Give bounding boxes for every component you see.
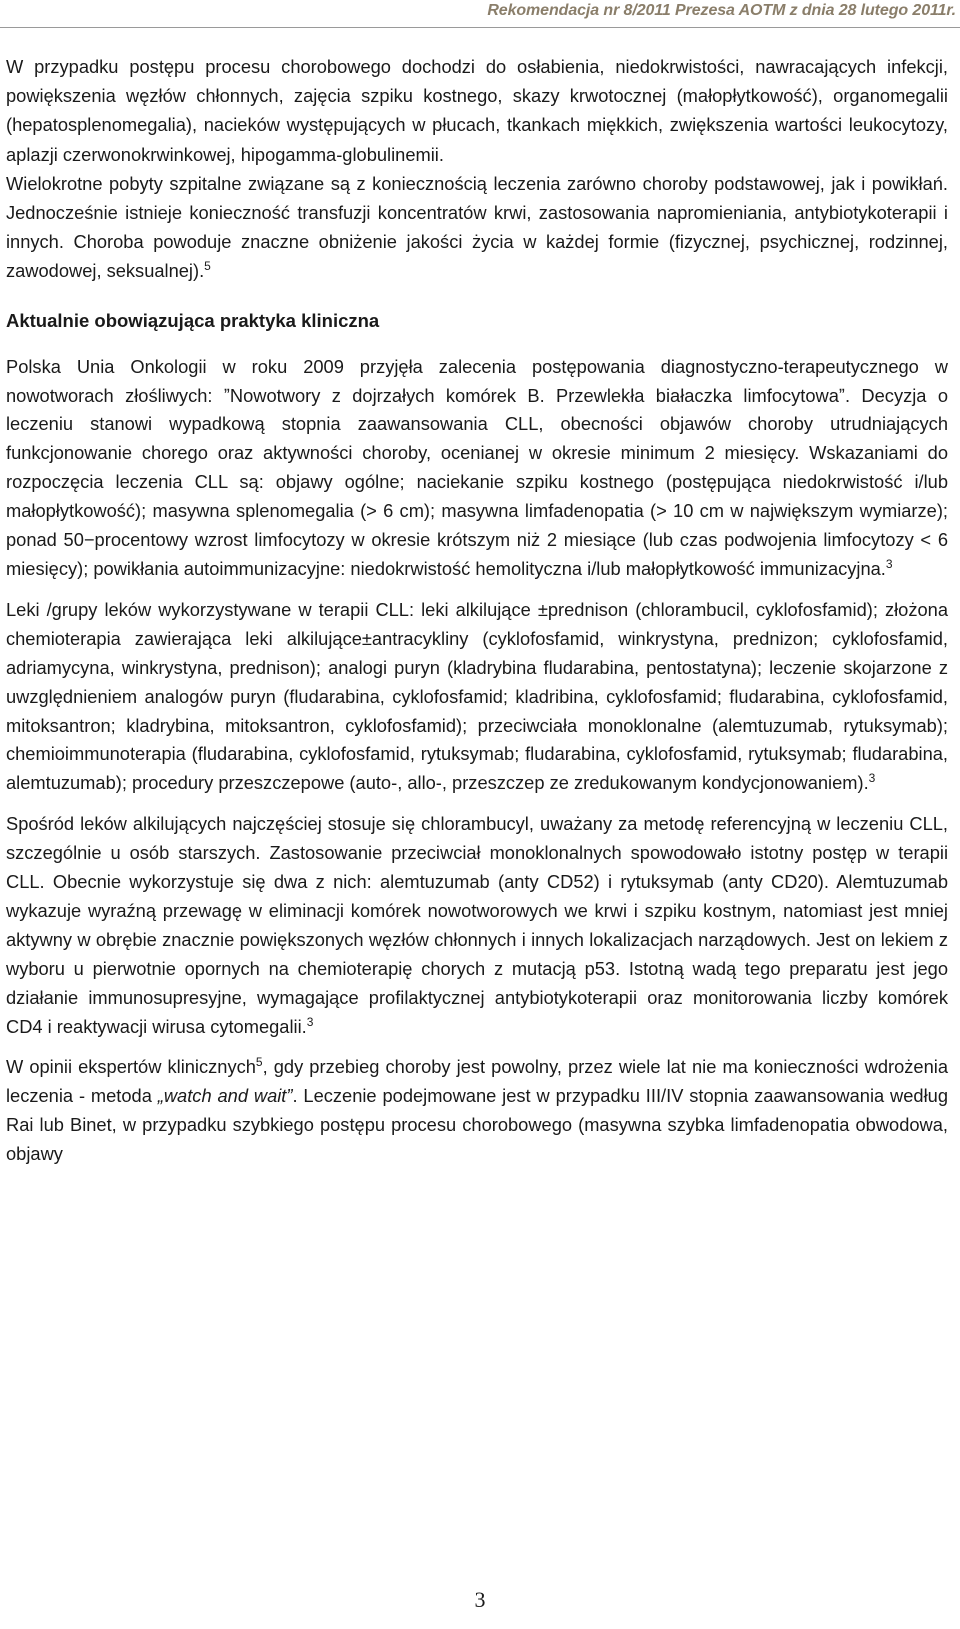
emphasized-term: „watch and wait” (157, 1085, 293, 1107)
paragraph-text: W przypadku postępu procesu chorobowego dochodzi do osłabienia, niedokrwistości, nawracających infekcji, powiększenia węzłów chłonnych, zajęcia szpiku kostnego, skazy krwotocznej (małopłytkowość), organomegalii (hepatosplenomegalia), nacieków występujących w płucach, tkankach miękkich, zwiększenia wartości leukocytozy, aplazji czerwonokrwinkowej, hipogamma-globulinemii. (6, 56, 948, 165)
paragraph-text: Wielokrotne pobyty szpitalne związane są z koniecznością leczenia zarówno choroby podstawowej, jak i powikłań. Jednocześnie istnieje konieczność transfuzji koncentratów krwi, zastosowania napromieniania, antybiotykoterapii i innych. Choroba powoduje znaczne obniżenie jakości życia w każdej formie (fizycznej, psychicznej, rodzinnej, zawodowej, seksualnej). (6, 172, 948, 282)
paragraph-disease-progression (6, 52, 948, 169)
footnote-reference: 3 (868, 771, 876, 786)
section-heading: Aktualnie obowiązująca praktyka kliniczna (6, 309, 380, 331)
paragraph-text: . Leczenie podejmowane jest w przypadku III/IV stopnia zaawansowania według Rai lub Binet, w przypadku szybkiego postępu procesu chorobowego (masywna szybka limfadenopatia obwodowa, objawy (6, 1085, 948, 1165)
footnote-reference: 5 (255, 1055, 263, 1070)
header-divider (0, 27, 960, 28)
paragraph-expert-opinion (6, 1053, 948, 1169)
paragraph-text: Polska Unia Onkologii w roku 2009 przyjęła zalecenia postępowania diagnostyczno-terapeutycznego w nowotworach złośliwych: ˮNowotwory z dojrzałych komórek B. Przewlekła białaczka limfocytowaˮ. Decyzja o leczeniu stanowi wypadkową stopnia zaawansowania CLL, obecności objawów choroby utrudniających funkcjonowanie chorego oraz aktywności choroby, ocenianej w okresie minimum 2 miesięcy. Wskazaniami do rozpoczęcia leczenia CLL są: objawy ogólne; naciekanie szpiku kostnego (postępująca niedokrwistość i/lub małopłytkowość); masywna splenomegalia (> 6 cm); masywna limfadenopatia (> 10 cm w największym wymiarze); ponad 50−procentowy wzrost limfocytozy w okresie krótszym niż 2 miesiące (lub czas podwojenia limfocytozy < 6 miesięcy); powikłania autoimmunizacyjne: niedokrwistość hemolityczna i/lub małopłytkowość immunizacyjna. (6, 355, 948, 579)
paragraph-text: Leki /grupy leków wykorzystywane w terapii CLL: leki alkilujące ±prednison (chlorambucil, cyklofosfamid); złożona chemioterapia zawierająca leki alkilujące±antracykliny (cyklofosfamid, winkrystyna, prednizon; cyklofosfamid, adriamycyna, winkrystyna, prednison); analogi puryn (kladrybina fludarabina, pentostatyna); leczenie skojarzone z uwzględnieniem analogów puryn (fludarabina, cyklofosfamid; kladribina, cyklofosfamid; fludarabina, cyklofosfamid, mitoksantron; kladrybina, mitoksantron, cyklofosfamid); przeciwciała monoklonalne (alemtuzumab, rytuksymab); chemioimmunoterapia (fludarabina, cyklofosfamid, rytuksymab; fludarabina, cyklofosfamid, rytuksymab; fludarabina, alemtuzumab); procedury przeszczepowe (auto-, allo-, przeszczep ze zredukowanym kondycjonowaniem). (6, 598, 948, 794)
page-number: 3 (474, 1587, 486, 1612)
running-header: Rekomendacja nr 8/2011 Prezesa AOTM z dnia 28 lutego 2011r. (487, 2, 956, 19)
paragraph-alkylating-agents (6, 810, 948, 1041)
footnote-reference: 3 (885, 556, 893, 571)
paragraph-text: W opinii ekspertów klinicznych (6, 1056, 256, 1078)
page-content (6, 52, 948, 1169)
paragraph-text: , gdy przebieg choroby jest powolny, przez wiele lat nie ma konieczności wdrożenia leczenia - metoda (6, 1056, 948, 1107)
footnote-reference: 5 (204, 259, 211, 274)
paragraph-drug-groups (6, 596, 948, 798)
paragraph-text: Spośród leków alkilujących najczęściej stosuje się chlorambucyl, uważany za metodę referencyjną w leczeniu CLL, szczególnie u osób starszych. Zastosowanie przeciwciał monoklonalnych spowodowało istotny postęp w terapii CLL. Obecnie wykorzystuje się dwa z nich: alemtuzumab (anty CD52) i rytuksymab (anty CD20). Alemtuzumab wykazuje wyraźną przewagę w eliminacji komórek nowotworowych we krwi i szpiku kostnym, natomiast jest mniej aktywny w obrębie znacznie powiększonych węzłów chłonnych i innych lokalizacjach narządowych. Jest on lekiem z wyboru u pierwotnie opornych na chemioterapię chorych z mutacją p53. Istotną wadą tego preparatu jest jego działanie immunosupresyjne, wymagające profilaktycznej antybiotykoterapii oraz monitorowania liczby komórek CD4 i reaktywacji wirusa cytomegalii. (6, 813, 948, 1037)
paragraph-clinical-recommendations (6, 353, 948, 584)
paragraph-hospitalization (6, 169, 948, 286)
footnote-reference: 3 (306, 1014, 314, 1029)
